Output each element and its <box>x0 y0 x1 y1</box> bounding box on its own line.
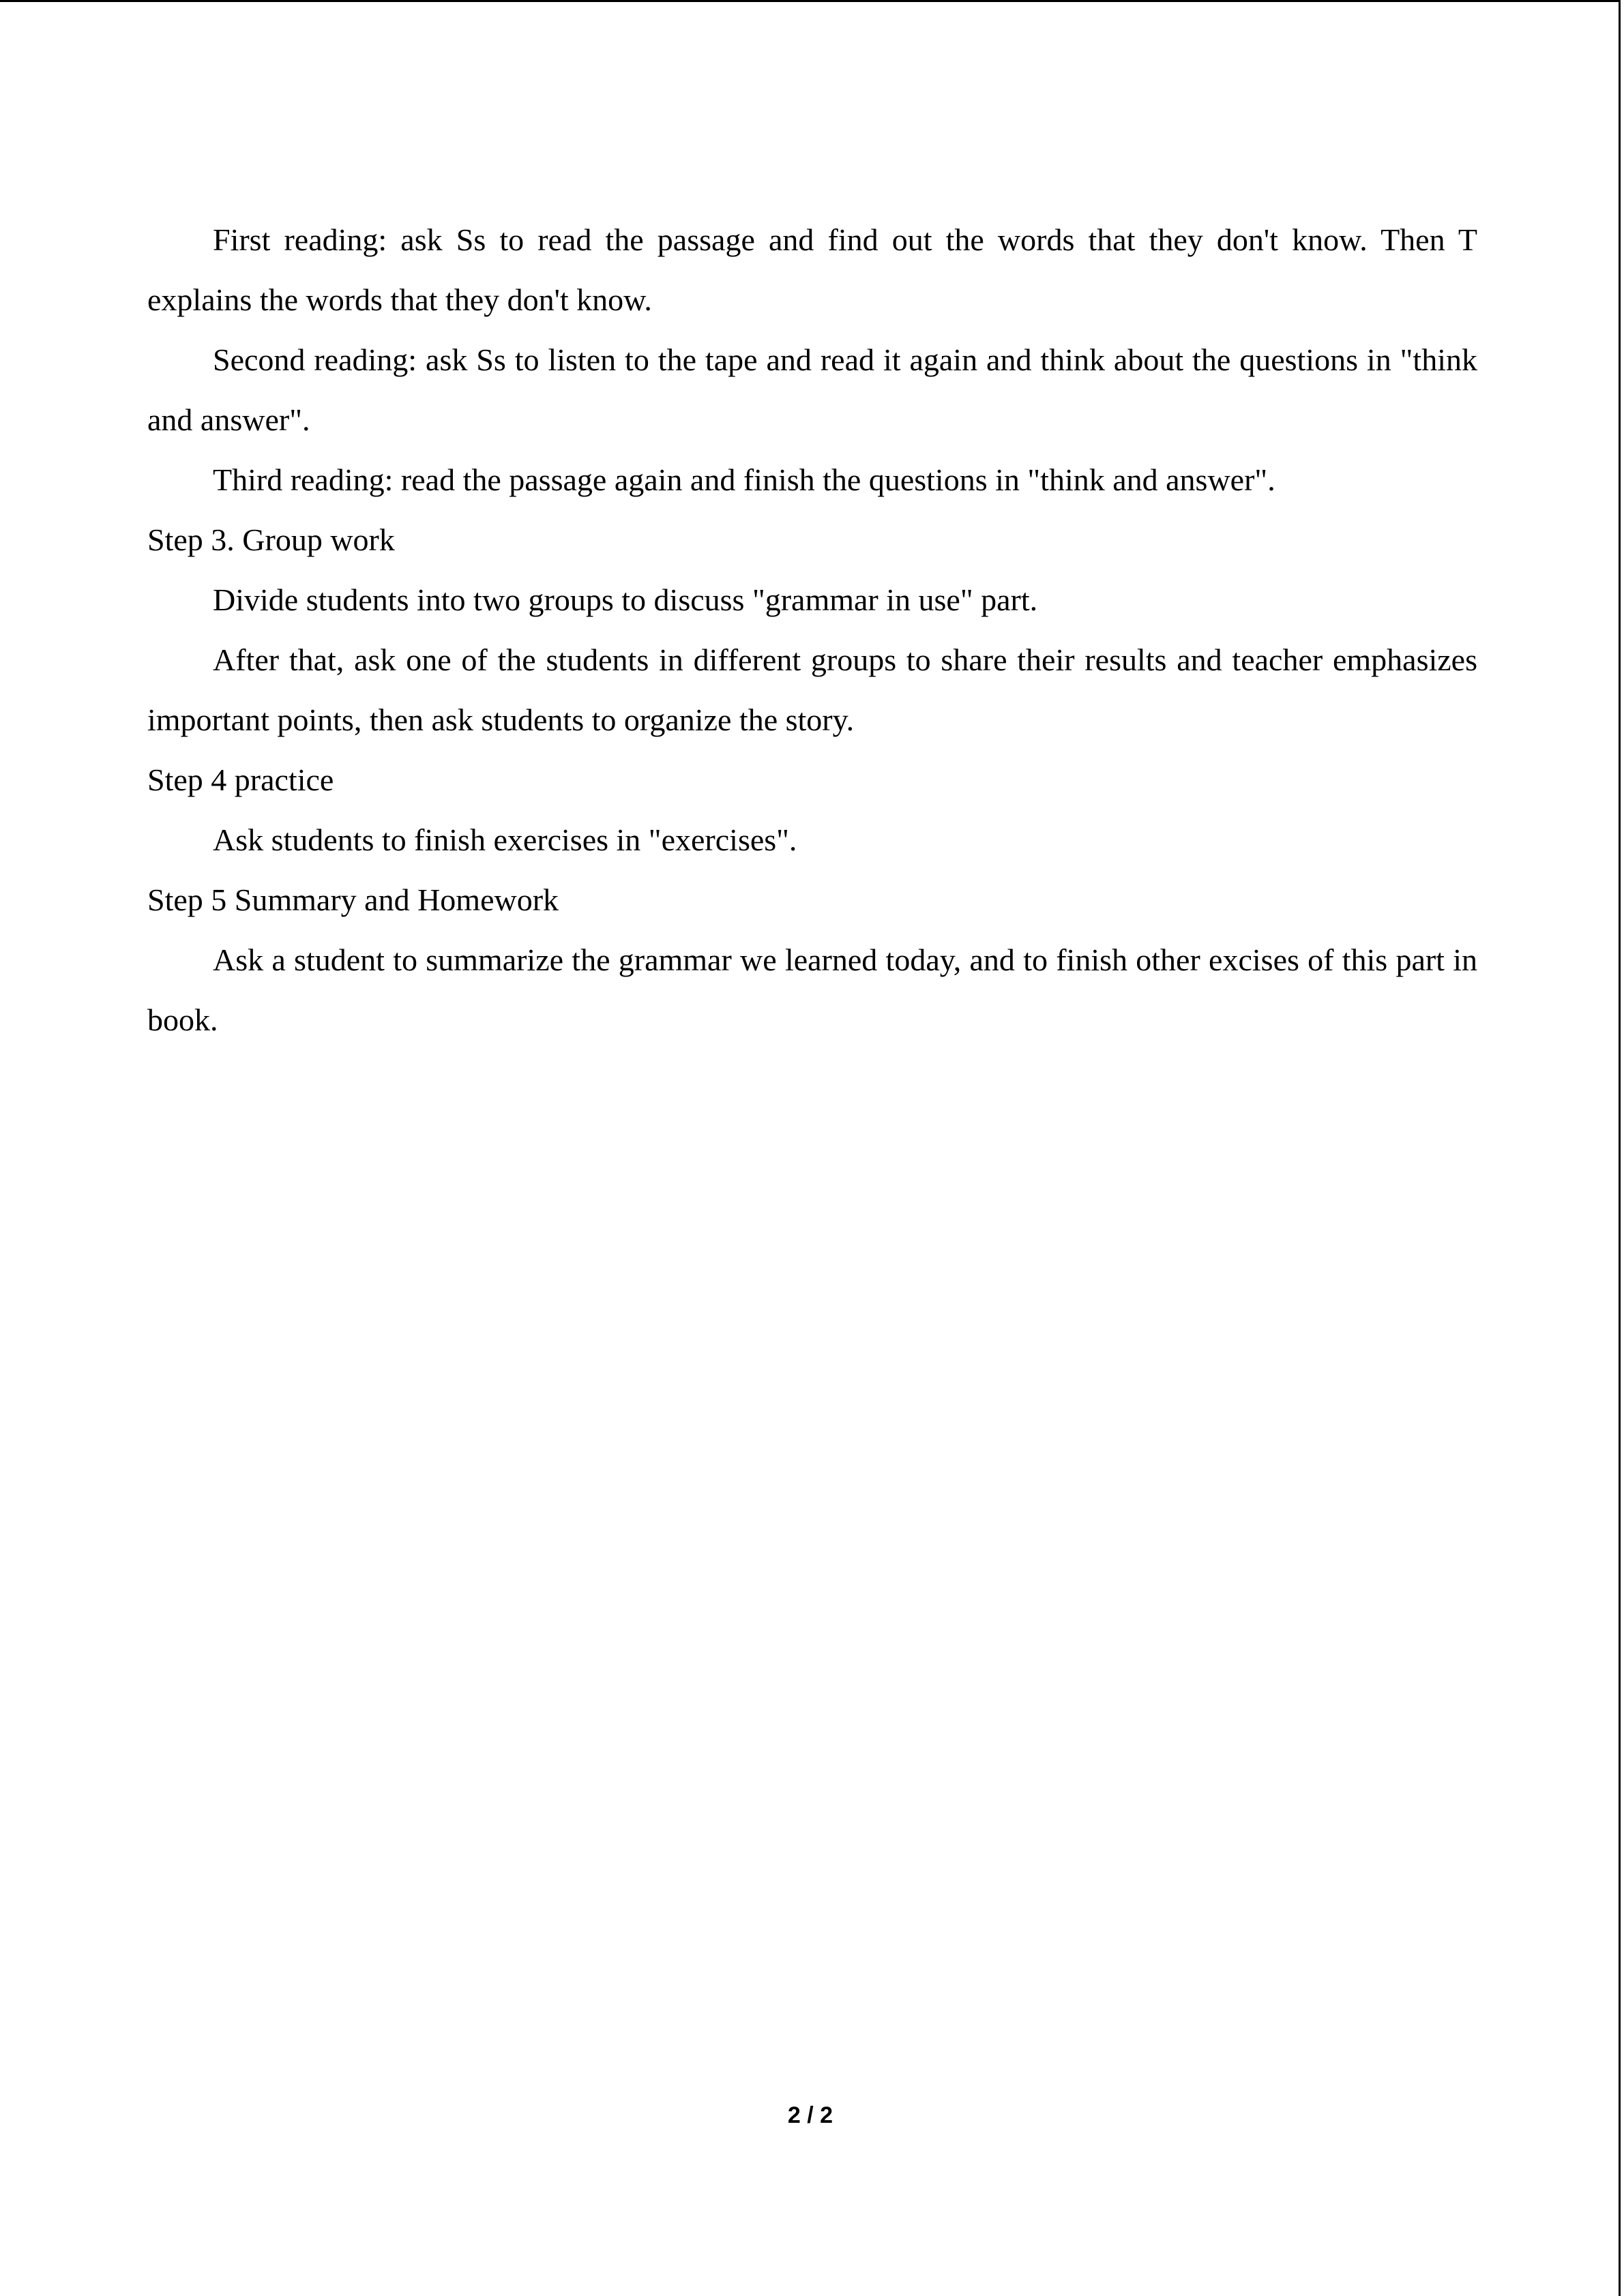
heading-step-4: Step 4 practice <box>147 762 334 797</box>
paragraph-first-reading: First reading: ask Ss to read the passage and find out the words that they don't know. Then T explains the words that they don't know. <box>147 222 1477 317</box>
paragraph-share-results: After that, ask one of the students in different groups to share their results and teacher emphasizes important points, then ask students to organize the story. <box>147 642 1477 737</box>
paragraph-second-reading: Second reading: ask Ss to listen to the tape and read it again and think about the questions in "think and answer". <box>147 342 1477 437</box>
paragraph-exercises: Ask students to finish exercises in "exercises". <box>213 822 797 857</box>
paragraph-divide-groups: Divide students into two groups to discuss "grammar in use" part. <box>213 582 1038 617</box>
paragraph-third-reading: Third reading: read the passage again and finish the questions in "think and answer". <box>213 462 1275 497</box>
page-content <box>147 210 1477 1050</box>
heading-step-3: Step 3. Group work <box>147 522 395 557</box>
page-number: 2 / 2 <box>787 2102 833 2128</box>
heading-step-5: Step 5 Summary and Homework <box>147 882 559 917</box>
paragraph-summary: Ask a student to summarize the grammar we learned today, and to finish other excises of this part in book. <box>147 942 1477 1037</box>
